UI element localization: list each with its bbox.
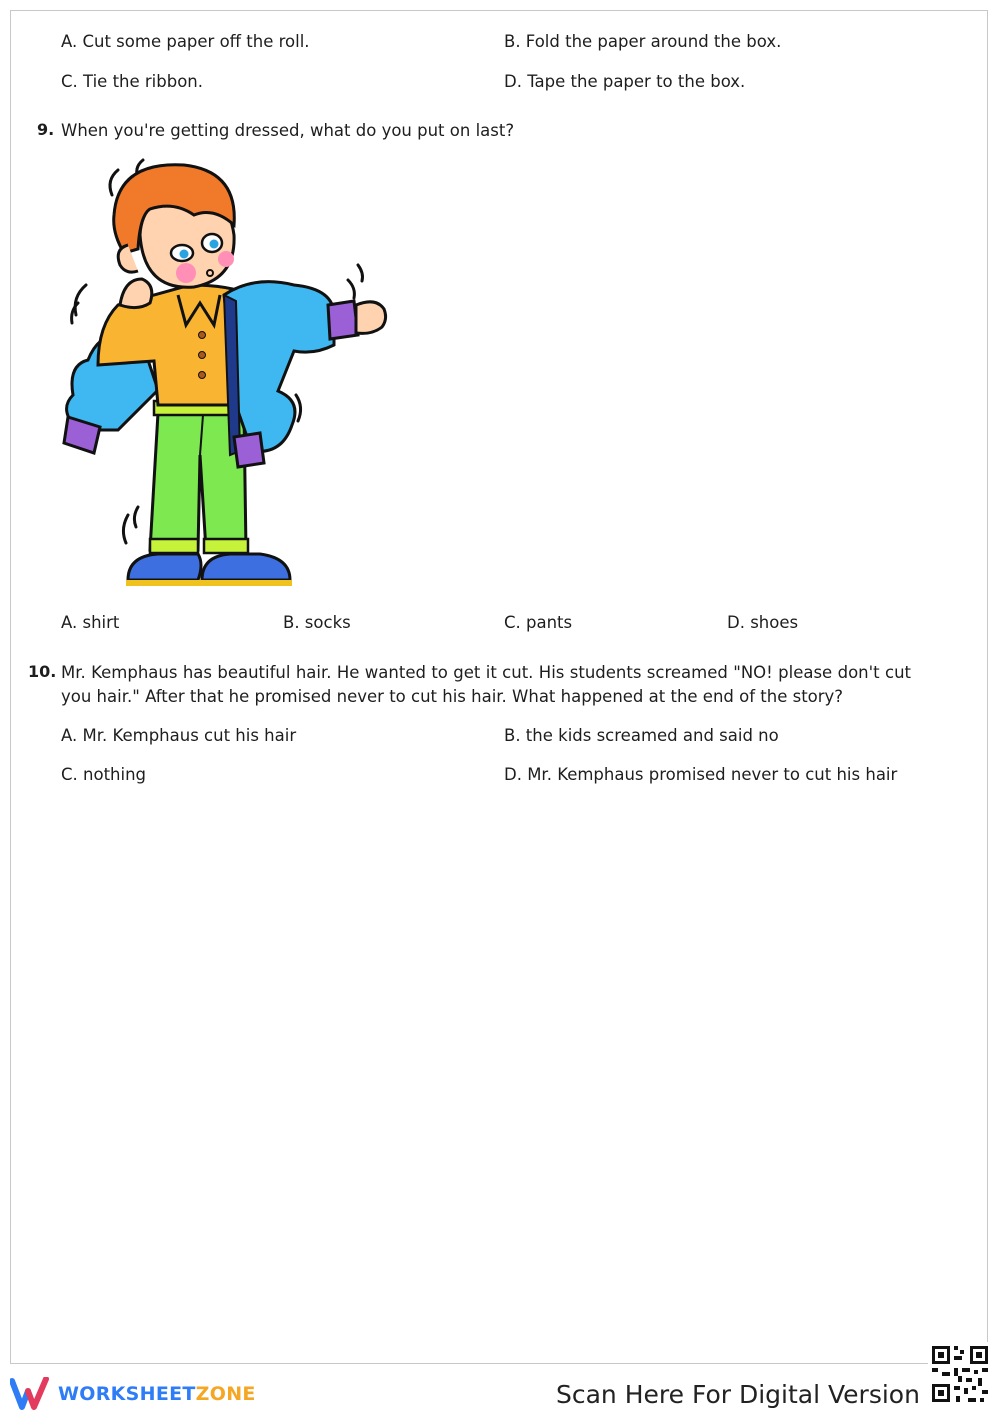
logo-text: [58, 1383, 256, 1405]
q9-option-b[interactable]: B. socks: [283, 613, 351, 632]
q10-option-b[interactable]: B. the kids screamed and said no: [504, 726, 779, 745]
scan-for-digital-version-label: Scan Here For Digital Version: [556, 1380, 920, 1409]
q8-option-d[interactable]: D. Tape the paper to the box.: [504, 72, 746, 91]
q10-option-a[interactable]: A. Mr. Kemphaus cut his hair: [61, 726, 297, 745]
q9-question-text: When you're getting dressed, what do you put on last?: [61, 121, 515, 140]
q9-option-a[interactable]: A. shirt: [61, 613, 120, 632]
q9-number: 9.: [37, 120, 55, 139]
qr-code-icon[interactable]: [928, 1342, 992, 1406]
worksheetzone-logo[interactable]: [10, 1374, 256, 1414]
logo-text-worksheet: WORKSHEET: [58, 1383, 196, 1405]
q9-option-d[interactable]: D. shoes: [727, 613, 799, 632]
q8-option-a[interactable]: A. Cut some paper off the roll.: [61, 32, 310, 51]
q10-question-text: Mr. Kemphaus has beautiful hair. He wanted to get it cut. His students screamed "NO! please don't cut you hair." After that he promised never to cut his hair. What happened at the end of the story?: [61, 663, 911, 706]
q10-number: 10.: [28, 662, 57, 681]
q9-option-c[interactable]: C. pants: [504, 613, 573, 632]
q8-option-b[interactable]: B. Fold the paper around the box.: [504, 32, 782, 51]
boy-putting-on-jacket-illustration: [58, 155, 388, 600]
q10-option-d[interactable]: D. Mr. Kemphaus promised never to cut his hair: [504, 765, 898, 784]
logo-text-zone: ZONE: [195, 1383, 256, 1405]
q10-option-c[interactable]: C. nothing: [61, 765, 147, 784]
q8-option-c[interactable]: C. Tie the ribbon.: [61, 72, 203, 91]
logo-w-icon: [10, 1377, 50, 1411]
